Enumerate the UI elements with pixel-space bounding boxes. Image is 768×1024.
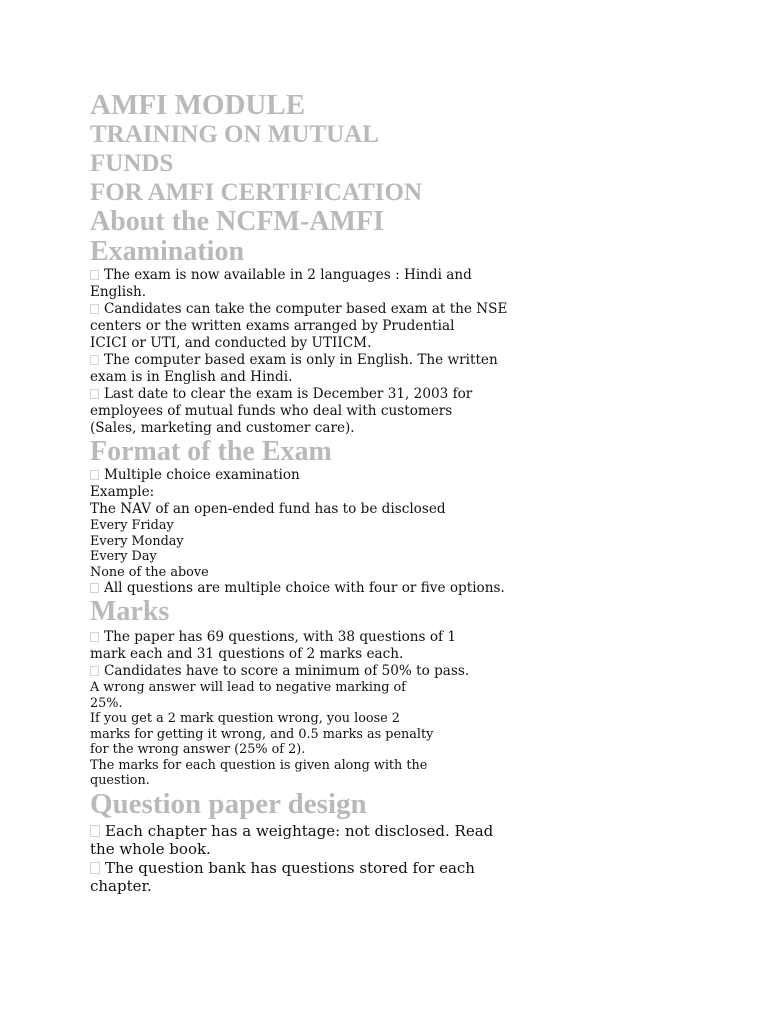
marks-note-1-line-1: A wrong answer will lead to negative marking of bbox=[90, 680, 406, 695]
about-bullet-1-line-2: English. bbox=[90, 284, 147, 300]
about-bullet-3-line-1: The computer based exam is only in English. The written bbox=[104, 352, 498, 368]
marks-heading: Marks bbox=[90, 596, 170, 627]
about-bullet-2-line-1: Candidates can take the computer based exam at the NSE bbox=[104, 301, 508, 317]
example-option: None of the above bbox=[90, 564, 209, 580]
title-line-3: FUNDS bbox=[90, 150, 174, 177]
marks-bullet-1 bbox=[90, 629, 510, 663]
design-heading: Question paper design bbox=[90, 787, 367, 820]
marks-bullet-2: Candidates have to score a minimum of 50% to pass. bbox=[104, 663, 470, 679]
marks-bullet-1-line-1: The paper has 69 questions, with 38 questions of 1 bbox=[104, 629, 457, 645]
title-line-2: TRAINING ON MUTUAL bbox=[90, 121, 379, 148]
about-bullet-1 bbox=[90, 267, 510, 301]
design-bullet-2-line-1: The question bank has questions stored for each bbox=[105, 858, 475, 877]
about-bullet-3-line-2: exam is in English and Hindi. bbox=[90, 369, 293, 385]
about-bullet-4-line-1: Last date to clear the exam is December 31, 2003 for bbox=[104, 386, 473, 402]
about-heading-line-2: Examination bbox=[90, 236, 245, 267]
format-bullet-1: Multiple choice examination bbox=[104, 467, 300, 483]
marks-note-1-line-2: 25%. bbox=[90, 695, 123, 711]
marks-note-2-line-1: If you get a 2 mark question wrong, you loose 2 bbox=[90, 711, 400, 726]
about-bullet-2-line-2: centers or the written exams arranged by Prudential bbox=[90, 318, 455, 334]
about-bullet-1-line-1: The exam is now available in 2 languages : Hindi and bbox=[104, 267, 472, 283]
design-bullet-1 bbox=[90, 822, 510, 859]
about-bullet-4 bbox=[90, 386, 510, 437]
title-line-4: FOR AMFI CERTIFICATION bbox=[90, 179, 423, 206]
about-bullet-3 bbox=[90, 352, 510, 386]
section-format bbox=[90, 437, 510, 597]
about-bullet-2 bbox=[90, 301, 510, 352]
bullet-icon bbox=[90, 270, 99, 280]
about-bullet-4-line-3: (Sales, marketing and customer care). bbox=[90, 420, 355, 436]
example-option: Every Monday bbox=[90, 533, 184, 549]
about-bullet-4-line-2: employees of mutual funds who deal with customers bbox=[90, 403, 453, 419]
bullet-icon bbox=[90, 862, 100, 874]
document-title bbox=[90, 90, 510, 207]
marks-note-3 bbox=[90, 758, 510, 789]
example-option: Every Day bbox=[90, 549, 157, 564]
section-about bbox=[90, 207, 510, 437]
bullet-icon bbox=[90, 666, 99, 676]
about-heading-line-1: About the NCFM-AMFI bbox=[90, 206, 384, 237]
marks-note-1 bbox=[90, 680, 510, 711]
design-bullet-1-line-1: Each chapter has a weightage: not disclosed. Read bbox=[105, 821, 494, 840]
marks-bullet-1-line-2: mark each and 31 questions of 2 marks each. bbox=[90, 646, 404, 662]
marks-note-3-line-1: The marks for each question is given along with the bbox=[90, 757, 428, 773]
section-marks bbox=[90, 597, 510, 789]
bullet-icon bbox=[90, 355, 99, 365]
marks-note-2-line-2: marks for getting it wrong, and 0.5 marks as penalty bbox=[90, 726, 434, 742]
example-option: Every Friday bbox=[90, 518, 174, 533]
bullet-icon bbox=[90, 470, 99, 480]
about-bullet-2-line-3: ICICI or UTI, and conducted by UTIICM. bbox=[90, 335, 372, 351]
bullet-icon bbox=[90, 632, 99, 642]
document-page bbox=[90, 90, 510, 896]
title-line-1: AMFI MODULE bbox=[90, 89, 306, 121]
design-bullet-2-line-2: chapter. bbox=[90, 877, 152, 895]
example-question: The NAV of an open-ended fund has to be disclosed bbox=[90, 501, 446, 517]
bullet-icon bbox=[90, 304, 99, 314]
example-label: Example: bbox=[90, 484, 155, 500]
bullet-icon bbox=[90, 825, 100, 837]
section-question-paper-design bbox=[90, 789, 510, 896]
bullet-icon bbox=[90, 389, 99, 399]
design-bullet-1-line-2: the whole book. bbox=[90, 840, 211, 858]
format-heading: Format of the Exam bbox=[90, 436, 332, 467]
marks-note-2 bbox=[90, 711, 510, 758]
format-bullet-2: All questions are multiple choice with four or five options. bbox=[104, 580, 505, 596]
marks-note-3-line-2: question. bbox=[90, 773, 150, 788]
marks-note-2-line-3: for the wrong answer (25% of 2). bbox=[90, 742, 306, 757]
design-bullet-2 bbox=[90, 859, 510, 896]
bullet-icon bbox=[90, 583, 99, 593]
